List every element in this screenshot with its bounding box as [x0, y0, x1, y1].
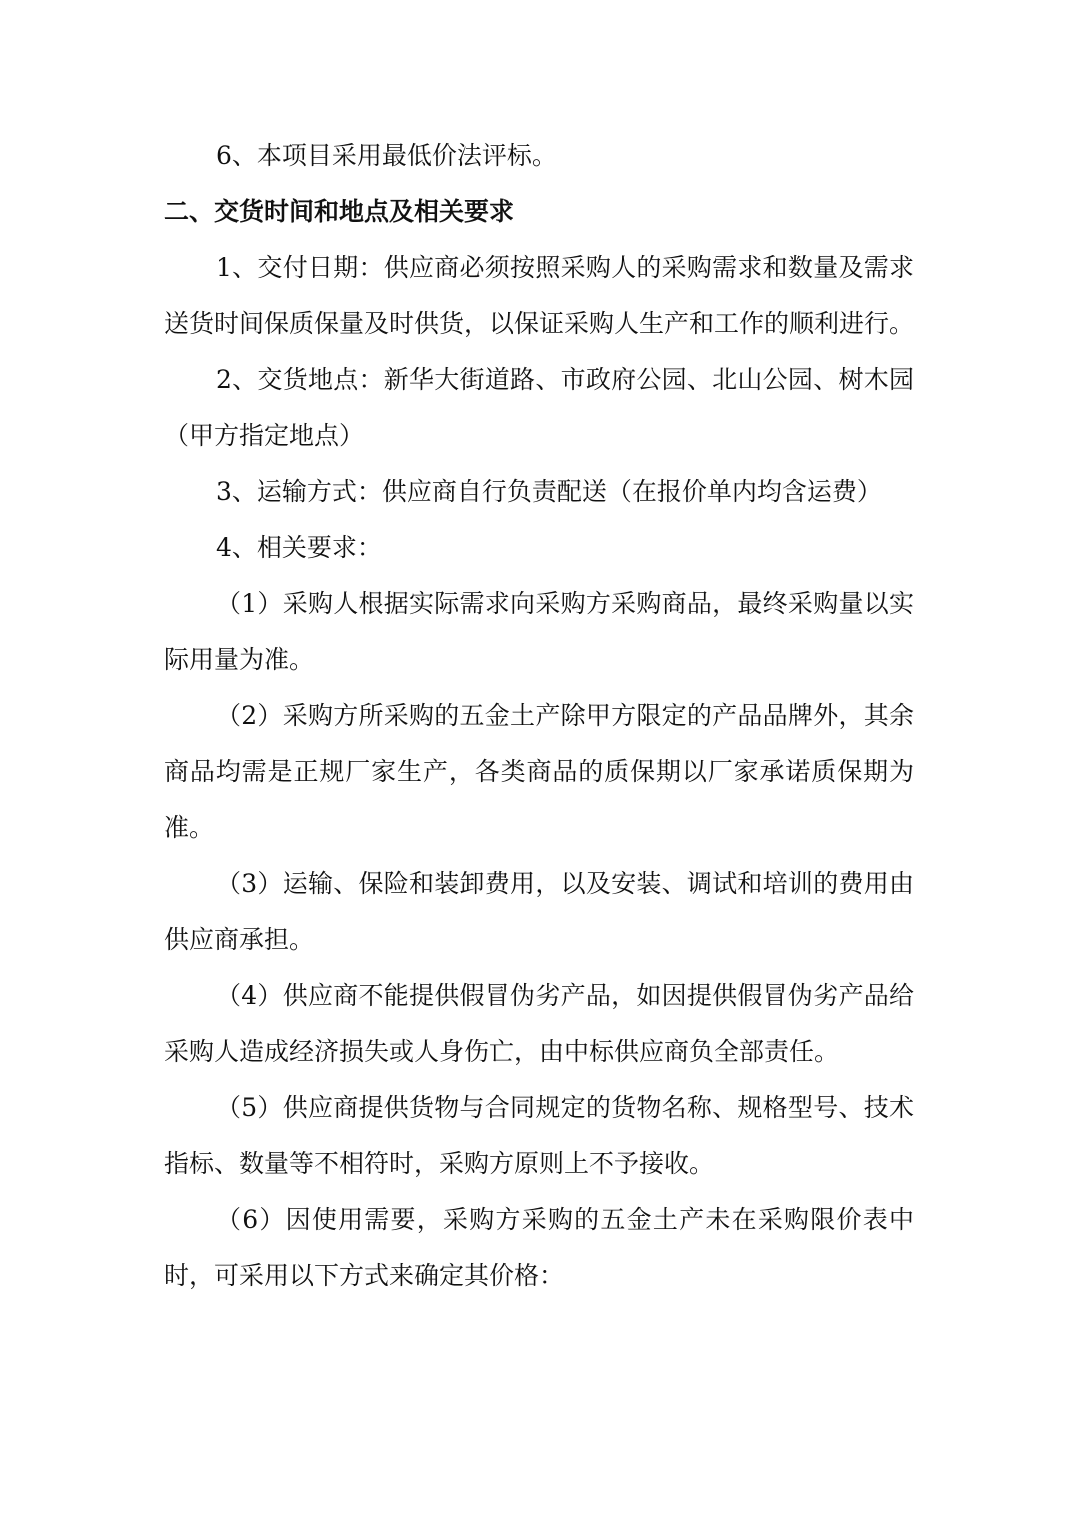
- paragraph-delivery-date: 1、交付日期：供应商必须按照采购人的采购需求和数量及需求送货时间保质保量及时供货，以保证采购人生产和工作的顺利进行。: [164, 253, 915, 338]
- requirement-item-1: （1）采购人根据实际需求向采购方采购商品，最终采购量以实际用量为准。: [164, 589, 914, 674]
- paragraph-related-requirements: 4、相关要求：: [216, 533, 382, 562]
- paragraph-delivery-location: 2、交货地点：新华大街道路、市政府公园、北山公园、树木园（甲方指定地点）: [164, 365, 914, 450]
- paragraph-evaluation-method: 6、本项目采用最低价法评标。: [216, 141, 557, 170]
- requirement-item-4: （4）供应商不能提供假冒伪劣产品，如因提供假冒伪劣产品给采购人造成经济损失或人身伤亡，由中标供应商负全部责任。: [164, 981, 914, 1066]
- paragraph-transport-method: 3、运输方式：供应商自行负责配送（在报价单内均含运费）: [216, 477, 882, 506]
- requirement-item-2: （2）采购方所采购的五金土产除甲方限定的产品品牌外，其余商品均需是正规厂家生产，各类商品的质保期以厂家承诺质保期为准。: [164, 701, 914, 842]
- requirement-item-6: （6）因使用需要，采购方采购的五金土产未在采购限价表中时，可采用以下方式来确定其价格：: [164, 1205, 914, 1290]
- requirement-item-3: （3）运输、保险和装卸费用，以及安装、调试和培训的费用由供应商承担。: [164, 869, 914, 954]
- requirement-item-5: （5）供应商提供货物与合同规定的货物名称、规格型号、技术指标、数量等不相符时，采购方原则上不予接收。: [164, 1093, 914, 1178]
- section-heading-delivery: 二、交货时间和地点及相关要求: [164, 197, 515, 226]
